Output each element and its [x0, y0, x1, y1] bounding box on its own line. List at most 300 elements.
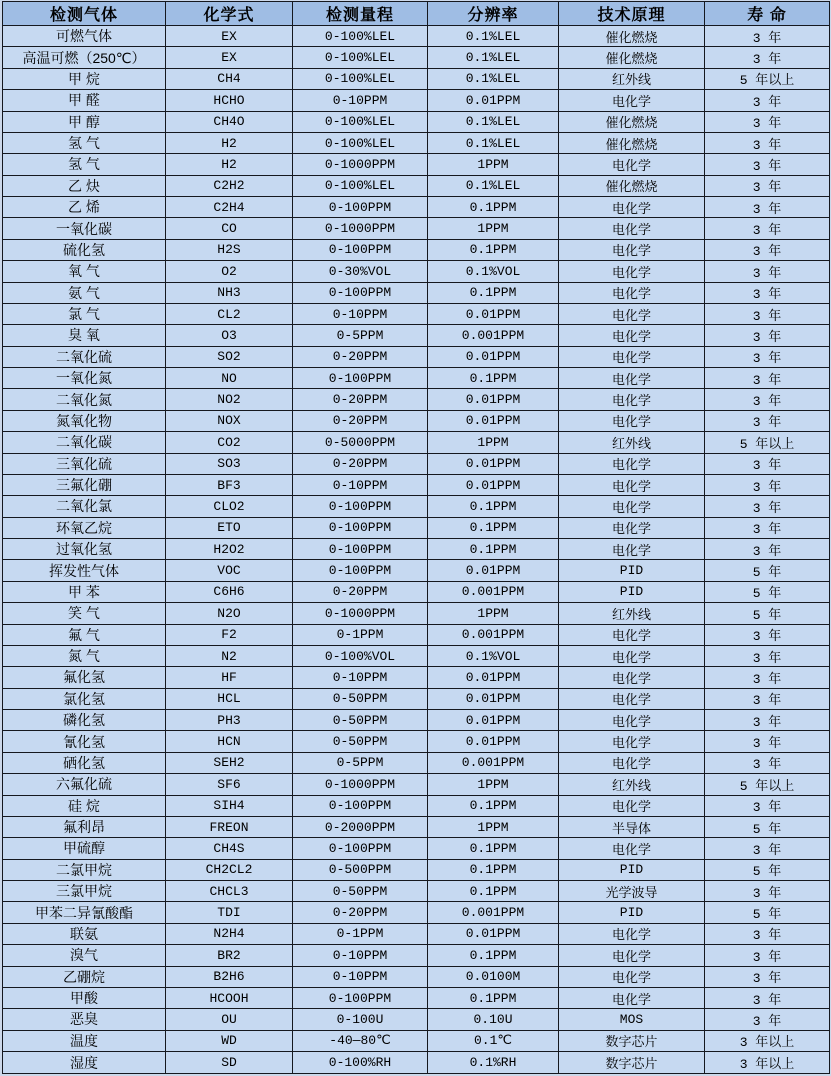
- cell-detection-range: 0-100%LEL: [293, 68, 428, 89]
- cell-chemical-formula: O3: [166, 325, 293, 346]
- cell-lifespan: 3 年: [705, 154, 830, 175]
- cell-gas-name: 一氧化氮: [3, 368, 166, 389]
- cell-gas-name: 高温可燃（250℃）: [3, 47, 166, 68]
- cell-detection-range: 0-10PPM: [293, 945, 428, 966]
- table-row: [3, 368, 830, 389]
- cell-gas-name: 氯 气: [3, 303, 166, 324]
- cell-detection-range: 0-100PPM: [293, 368, 428, 389]
- cell-detection-range: 0-100PPM: [293, 560, 428, 581]
- cell-resolution: 0.1%VOL: [428, 261, 559, 282]
- cell-technology: 电化学: [559, 838, 705, 859]
- cell-resolution: 0.1%LEL: [428, 175, 559, 196]
- cell-lifespan: 3 年: [705, 453, 830, 474]
- cell-chemical-formula: C6H6: [166, 581, 293, 602]
- cell-chemical-formula: SIH4: [166, 795, 293, 816]
- cell-resolution: 0.1%LEL: [428, 26, 559, 47]
- cell-gas-name: 一氧化碳: [3, 218, 166, 239]
- cell-resolution: 0.1PPM: [428, 496, 559, 517]
- cell-technology: 电化学: [559, 261, 705, 282]
- cell-lifespan: 3 年: [705, 26, 830, 47]
- table-row: [3, 517, 830, 538]
- cell-detection-range: 0-500PPM: [293, 859, 428, 880]
- cell-lifespan: 3 年: [705, 838, 830, 859]
- cell-technology: 电化学: [559, 496, 705, 517]
- table-row: [3, 710, 830, 731]
- cell-gas-name: 硒化氢: [3, 752, 166, 773]
- cell-technology: 数字芯片: [559, 1030, 705, 1051]
- column-header-resolution: 分辨率: [428, 2, 559, 26]
- cell-resolution: 0.1PPM: [428, 197, 559, 218]
- cell-lifespan: 3 年: [705, 111, 830, 132]
- cell-detection-range: 0-20PPM: [293, 581, 428, 602]
- cell-resolution: 0.1PPM: [428, 539, 559, 560]
- cell-detection-range: 0-100PPM: [293, 197, 428, 218]
- cell-detection-range: 0-1000PPM: [293, 218, 428, 239]
- cell-resolution: 0.01PPM: [428, 303, 559, 324]
- table-row: [3, 902, 830, 923]
- cell-gas-name: 氢 气: [3, 154, 166, 175]
- cell-lifespan: 3 年: [705, 47, 830, 68]
- cell-chemical-formula: CHCL3: [166, 881, 293, 902]
- table-row: [3, 1009, 830, 1030]
- cell-technology: 电化学: [559, 303, 705, 324]
- cell-chemical-formula: HCL: [166, 688, 293, 709]
- cell-technology: 电化学: [559, 752, 705, 773]
- cell-technology: 催化燃烧: [559, 132, 705, 153]
- cell-lifespan: 3 年: [705, 517, 830, 538]
- cell-detection-range: 0-100PPM: [293, 795, 428, 816]
- cell-lifespan: 5 年: [705, 560, 830, 581]
- cell-lifespan: 3 年: [705, 389, 830, 410]
- cell-detection-range: 0-20PPM: [293, 902, 428, 923]
- cell-gas-name: 硫化氢: [3, 239, 166, 260]
- cell-lifespan: 3 年: [705, 218, 830, 239]
- cell-resolution: 1PPM: [428, 603, 559, 624]
- cell-chemical-formula: FREON: [166, 816, 293, 837]
- cell-technology: 电化学: [559, 945, 705, 966]
- cell-technology: 红外线: [559, 774, 705, 795]
- cell-chemical-formula: H2: [166, 154, 293, 175]
- cell-lifespan: 3 年: [705, 710, 830, 731]
- cell-lifespan: 5 年: [705, 603, 830, 624]
- cell-chemical-formula: EX: [166, 26, 293, 47]
- cell-resolution: 0.10U: [428, 1009, 559, 1030]
- table-row: [3, 987, 830, 1008]
- cell-lifespan: 3 年: [705, 474, 830, 495]
- cell-detection-range: 0-50PPM: [293, 731, 428, 752]
- cell-resolution: 1PPM: [428, 154, 559, 175]
- cell-detection-range: 0-100PPM: [293, 517, 428, 538]
- table-row: [3, 667, 830, 688]
- cell-resolution: 0.01PPM: [428, 346, 559, 367]
- cell-resolution: 0.1%LEL: [428, 111, 559, 132]
- cell-lifespan: 3 年以上: [705, 1030, 830, 1051]
- cell-technology: 电化学: [559, 410, 705, 431]
- cell-lifespan: 3 年: [705, 945, 830, 966]
- cell-technology: 电化学: [559, 731, 705, 752]
- cell-lifespan: 3 年: [705, 645, 830, 666]
- cell-lifespan: 3 年: [705, 175, 830, 196]
- cell-gas-name: 氨 气: [3, 282, 166, 303]
- cell-lifespan: 3 年: [705, 197, 830, 218]
- cell-technology: 催化燃烧: [559, 175, 705, 196]
- cell-lifespan: 3 年: [705, 539, 830, 560]
- cell-technology: PID: [559, 560, 705, 581]
- cell-resolution: 0.01PPM: [428, 688, 559, 709]
- cell-technology: 红外线: [559, 68, 705, 89]
- table-row: [3, 26, 830, 47]
- table-row: [3, 859, 830, 880]
- cell-lifespan: 3 年: [705, 90, 830, 111]
- cell-chemical-formula: CH4: [166, 68, 293, 89]
- cell-chemical-formula: NO: [166, 368, 293, 389]
- cell-chemical-formula: CO2: [166, 432, 293, 453]
- table-row: [3, 90, 830, 111]
- cell-resolution: 0.1PPM: [428, 795, 559, 816]
- cell-technology: 电化学: [559, 197, 705, 218]
- cell-gas-name: 甲 醇: [3, 111, 166, 132]
- cell-detection-range: 0-30%VOL: [293, 261, 428, 282]
- cell-chemical-formula: C2H2: [166, 175, 293, 196]
- cell-gas-name: 氰化氢: [3, 731, 166, 752]
- table-row: [3, 603, 830, 624]
- table-row: [3, 560, 830, 581]
- cell-gas-name: 环氧乙烷: [3, 517, 166, 538]
- cell-lifespan: 3 年: [705, 410, 830, 431]
- cell-lifespan: 3 年: [705, 688, 830, 709]
- cell-detection-range: 0-10PPM: [293, 966, 428, 987]
- table-row: [3, 581, 830, 602]
- table-row: [3, 1030, 830, 1051]
- cell-chemical-formula: SD: [166, 1052, 293, 1074]
- cell-gas-name: 三氯甲烷: [3, 881, 166, 902]
- cell-technology: 催化燃烧: [559, 47, 705, 68]
- cell-resolution: 0.1℃: [428, 1030, 559, 1051]
- cell-technology: 电化学: [559, 368, 705, 389]
- cell-chemical-formula: TDI: [166, 902, 293, 923]
- table-row: [3, 282, 830, 303]
- table-row: [3, 218, 830, 239]
- cell-gas-name: 可燃气体: [3, 26, 166, 47]
- cell-resolution: 0.1PPM: [428, 859, 559, 880]
- cell-lifespan: 3 年: [705, 261, 830, 282]
- cell-gas-name: 乙硼烷: [3, 966, 166, 987]
- cell-lifespan: 3 年以上: [705, 1052, 830, 1074]
- cell-resolution: 0.1PPM: [428, 987, 559, 1008]
- cell-detection-range: 0-100%RH: [293, 1052, 428, 1074]
- cell-technology: 电化学: [559, 218, 705, 239]
- cell-chemical-formula: CL2: [166, 303, 293, 324]
- cell-resolution: 0.1%RH: [428, 1052, 559, 1074]
- cell-detection-range: 0-10PPM: [293, 303, 428, 324]
- cell-chemical-formula: HCN: [166, 731, 293, 752]
- cell-chemical-formula: WD: [166, 1030, 293, 1051]
- cell-resolution: 0.001PPM: [428, 624, 559, 645]
- cell-chemical-formula: H2O2: [166, 539, 293, 560]
- cell-technology: 电化学: [559, 795, 705, 816]
- table-row: [3, 688, 830, 709]
- cell-detection-range: -40—80℃: [293, 1030, 428, 1051]
- cell-chemical-formula: CH2CL2: [166, 859, 293, 880]
- cell-lifespan: 3 年: [705, 325, 830, 346]
- cell-resolution: 0.001PPM: [428, 581, 559, 602]
- cell-technology: 电化学: [559, 710, 705, 731]
- cell-detection-range: 0-100PPM: [293, 838, 428, 859]
- cell-detection-range: 0-10PPM: [293, 474, 428, 495]
- cell-lifespan: 5 年: [705, 816, 830, 837]
- cell-technology: 电化学: [559, 624, 705, 645]
- cell-technology: 光学波导: [559, 881, 705, 902]
- table-row: [3, 945, 830, 966]
- cell-lifespan: 3 年: [705, 282, 830, 303]
- table-row: [3, 239, 830, 260]
- cell-resolution: 0.1%LEL: [428, 68, 559, 89]
- cell-detection-range: 0-2000PPM: [293, 816, 428, 837]
- cell-detection-range: 0-100U: [293, 1009, 428, 1030]
- cell-technology: 电化学: [559, 966, 705, 987]
- cell-detection-range: 0-1000PPM: [293, 774, 428, 795]
- cell-detection-range: 0-20PPM: [293, 389, 428, 410]
- cell-resolution: 0.1PPM: [428, 368, 559, 389]
- cell-chemical-formula: NOX: [166, 410, 293, 431]
- cell-resolution: 0.01PPM: [428, 731, 559, 752]
- cell-detection-range: 0-1000PPM: [293, 603, 428, 624]
- cell-resolution: 1PPM: [428, 774, 559, 795]
- table-row: [3, 47, 830, 68]
- table-row: [3, 474, 830, 495]
- table-row: [3, 303, 830, 324]
- cell-gas-name: 挥发性气体: [3, 560, 166, 581]
- cell-technology: 电化学: [559, 453, 705, 474]
- cell-technology: 电化学: [559, 325, 705, 346]
- gas-sensor-spec-table: [2, 1, 830, 1074]
- cell-gas-name: 甲硫醇: [3, 838, 166, 859]
- cell-gas-name: 甲 苯: [3, 581, 166, 602]
- table-row: [3, 410, 830, 431]
- cell-chemical-formula: SF6: [166, 774, 293, 795]
- cell-resolution: 0.1%LEL: [428, 47, 559, 68]
- cell-gas-name: 氢 气: [3, 132, 166, 153]
- cell-resolution: 0.1PPM: [428, 881, 559, 902]
- cell-gas-name: 甲 烷: [3, 68, 166, 89]
- cell-detection-range: 0-100%LEL: [293, 111, 428, 132]
- cell-chemical-formula: O2: [166, 261, 293, 282]
- cell-resolution: 0.01PPM: [428, 389, 559, 410]
- cell-detection-range: 0-100PPM: [293, 539, 428, 560]
- table-row: [3, 261, 830, 282]
- cell-lifespan: 3 年: [705, 239, 830, 260]
- cell-chemical-formula: ETO: [166, 517, 293, 538]
- table-row: [3, 175, 830, 196]
- cell-lifespan: 5 年以上: [705, 774, 830, 795]
- cell-gas-name: 氯化氢: [3, 688, 166, 709]
- cell-gas-name: 联氨: [3, 923, 166, 944]
- table-row: [3, 432, 830, 453]
- table-row: [3, 197, 830, 218]
- cell-gas-name: 氟 气: [3, 624, 166, 645]
- table-row: [3, 539, 830, 560]
- cell-chemical-formula: N2: [166, 645, 293, 666]
- cell-gas-name: 二氧化氮: [3, 389, 166, 410]
- cell-gas-name: 二氧化硫: [3, 346, 166, 367]
- cell-resolution: 0.001PPM: [428, 902, 559, 923]
- cell-technology: 电化学: [559, 688, 705, 709]
- cell-lifespan: 5 年: [705, 581, 830, 602]
- cell-lifespan: 3 年: [705, 752, 830, 773]
- cell-resolution: 0.1%LEL: [428, 132, 559, 153]
- cell-lifespan: 3 年: [705, 966, 830, 987]
- cell-technology: 红外线: [559, 432, 705, 453]
- cell-chemical-formula: BF3: [166, 474, 293, 495]
- cell-lifespan: 5 年以上: [705, 432, 830, 453]
- cell-lifespan: 3 年: [705, 667, 830, 688]
- cell-gas-name: 甲酸: [3, 987, 166, 1008]
- cell-technology: 电化学: [559, 923, 705, 944]
- table-row: [3, 389, 830, 410]
- cell-gas-name: 甲苯二异氰酸酯: [3, 902, 166, 923]
- cell-technology: 电化学: [559, 346, 705, 367]
- table-row: [3, 111, 830, 132]
- cell-resolution: 0.1PPM: [428, 838, 559, 859]
- cell-resolution: 0.1PPM: [428, 239, 559, 260]
- cell-chemical-formula: HCOOH: [166, 987, 293, 1008]
- cell-lifespan: 3 年: [705, 496, 830, 517]
- cell-gas-name: 氟利昂: [3, 816, 166, 837]
- cell-gas-name: 硅 烷: [3, 795, 166, 816]
- table-row: [3, 881, 830, 902]
- cell-chemical-formula: CH4O: [166, 111, 293, 132]
- cell-gas-name: 臭 氧: [3, 325, 166, 346]
- cell-technology: 电化学: [559, 282, 705, 303]
- cell-detection-range: 0-5PPM: [293, 752, 428, 773]
- cell-lifespan: 3 年: [705, 731, 830, 752]
- column-header-chemical-formula: 化学式: [166, 2, 293, 26]
- cell-resolution: 0.01PPM: [428, 453, 559, 474]
- cell-technology: PID: [559, 902, 705, 923]
- cell-chemical-formula: VOC: [166, 560, 293, 581]
- cell-gas-name: 二氧化碳: [3, 432, 166, 453]
- cell-detection-range: 0-100%VOL: [293, 645, 428, 666]
- cell-resolution: 0.0100M: [428, 966, 559, 987]
- cell-technology: 催化燃烧: [559, 111, 705, 132]
- cell-chemical-formula: B2H6: [166, 966, 293, 987]
- cell-gas-name: 三氟化硼: [3, 474, 166, 495]
- cell-detection-range: 0-5000PPM: [293, 432, 428, 453]
- cell-lifespan: 3 年: [705, 368, 830, 389]
- table-row: [3, 68, 830, 89]
- cell-gas-name: 温度: [3, 1030, 166, 1051]
- cell-detection-range: 0-10PPM: [293, 90, 428, 111]
- cell-chemical-formula: OU: [166, 1009, 293, 1030]
- cell-chemical-formula: SEH2: [166, 752, 293, 773]
- cell-gas-name: 六氟化硫: [3, 774, 166, 795]
- cell-resolution: 0.001PPM: [428, 752, 559, 773]
- cell-gas-name: 溴气: [3, 945, 166, 966]
- cell-technology: MOS: [559, 1009, 705, 1030]
- cell-resolution: 0.001PPM: [428, 325, 559, 346]
- cell-resolution: 1PPM: [428, 432, 559, 453]
- cell-detection-range: 0-50PPM: [293, 881, 428, 902]
- cell-chemical-formula: NH3: [166, 282, 293, 303]
- cell-detection-range: 0-100PPM: [293, 496, 428, 517]
- cell-lifespan: 3 年: [705, 346, 830, 367]
- cell-resolution: 1PPM: [428, 816, 559, 837]
- cell-technology: 电化学: [559, 987, 705, 1008]
- cell-chemical-formula: HF: [166, 667, 293, 688]
- cell-chemical-formula: BR2: [166, 945, 293, 966]
- cell-detection-range: 0-50PPM: [293, 688, 428, 709]
- cell-chemical-formula: CH4S: [166, 838, 293, 859]
- table-row: [3, 795, 830, 816]
- cell-resolution: 0.01PPM: [428, 923, 559, 944]
- cell-gas-name: 笑 气: [3, 603, 166, 624]
- cell-detection-range: 0-100PPM: [293, 282, 428, 303]
- cell-chemical-formula: HCHO: [166, 90, 293, 111]
- cell-gas-name: 氮氧化物: [3, 410, 166, 431]
- cell-gas-name: 过氧化氢: [3, 539, 166, 560]
- cell-detection-range: 0-5PPM: [293, 325, 428, 346]
- cell-detection-range: 0-1PPM: [293, 923, 428, 944]
- cell-detection-range: 0-20PPM: [293, 410, 428, 431]
- cell-chemical-formula: H2: [166, 132, 293, 153]
- cell-technology: 半导体: [559, 816, 705, 837]
- cell-technology: 红外线: [559, 603, 705, 624]
- cell-lifespan: 3 年: [705, 795, 830, 816]
- cell-lifespan: 5 年以上: [705, 68, 830, 89]
- table-row: [3, 923, 830, 944]
- cell-technology: 电化学: [559, 389, 705, 410]
- table-row: [3, 496, 830, 517]
- cell-detection-range: 0-20PPM: [293, 346, 428, 367]
- cell-gas-name: 氧 气: [3, 261, 166, 282]
- cell-lifespan: 3 年: [705, 132, 830, 153]
- cell-detection-range: 0-100%LEL: [293, 175, 428, 196]
- cell-technology: 电化学: [559, 517, 705, 538]
- cell-chemical-formula: EX: [166, 47, 293, 68]
- cell-chemical-formula: N2O: [166, 603, 293, 624]
- table-row: [3, 325, 830, 346]
- cell-technology: 电化学: [559, 154, 705, 175]
- cell-gas-name: 乙 烯: [3, 197, 166, 218]
- cell-technology: PID: [559, 859, 705, 880]
- cell-chemical-formula: PH3: [166, 710, 293, 731]
- table-row: [3, 1052, 830, 1074]
- cell-lifespan: 3 年: [705, 881, 830, 902]
- table-row: [3, 752, 830, 773]
- cell-detection-range: 0-100%LEL: [293, 26, 428, 47]
- cell-chemical-formula: NO2: [166, 389, 293, 410]
- cell-resolution: 0.01PPM: [428, 90, 559, 111]
- cell-lifespan: 3 年: [705, 923, 830, 944]
- cell-resolution: 0.1PPM: [428, 517, 559, 538]
- cell-chemical-formula: N2H4: [166, 923, 293, 944]
- cell-technology: 数字芯片: [559, 1052, 705, 1074]
- cell-resolution: 0.01PPM: [428, 710, 559, 731]
- table-body: [3, 26, 830, 1074]
- cell-gas-name: 二氧化氯: [3, 496, 166, 517]
- cell-detection-range: 0-100PPM: [293, 239, 428, 260]
- cell-chemical-formula: F2: [166, 624, 293, 645]
- cell-gas-name: 二氯甲烷: [3, 859, 166, 880]
- cell-detection-range: 0-100PPM: [293, 987, 428, 1008]
- cell-resolution: 0.1PPM: [428, 282, 559, 303]
- cell-gas-name: 恶臭: [3, 1009, 166, 1030]
- table-row: [3, 624, 830, 645]
- cell-lifespan: 3 年: [705, 987, 830, 1008]
- cell-gas-name: 湿度: [3, 1052, 166, 1074]
- cell-gas-name: 氮 气: [3, 645, 166, 666]
- cell-lifespan: 3 年: [705, 1009, 830, 1030]
